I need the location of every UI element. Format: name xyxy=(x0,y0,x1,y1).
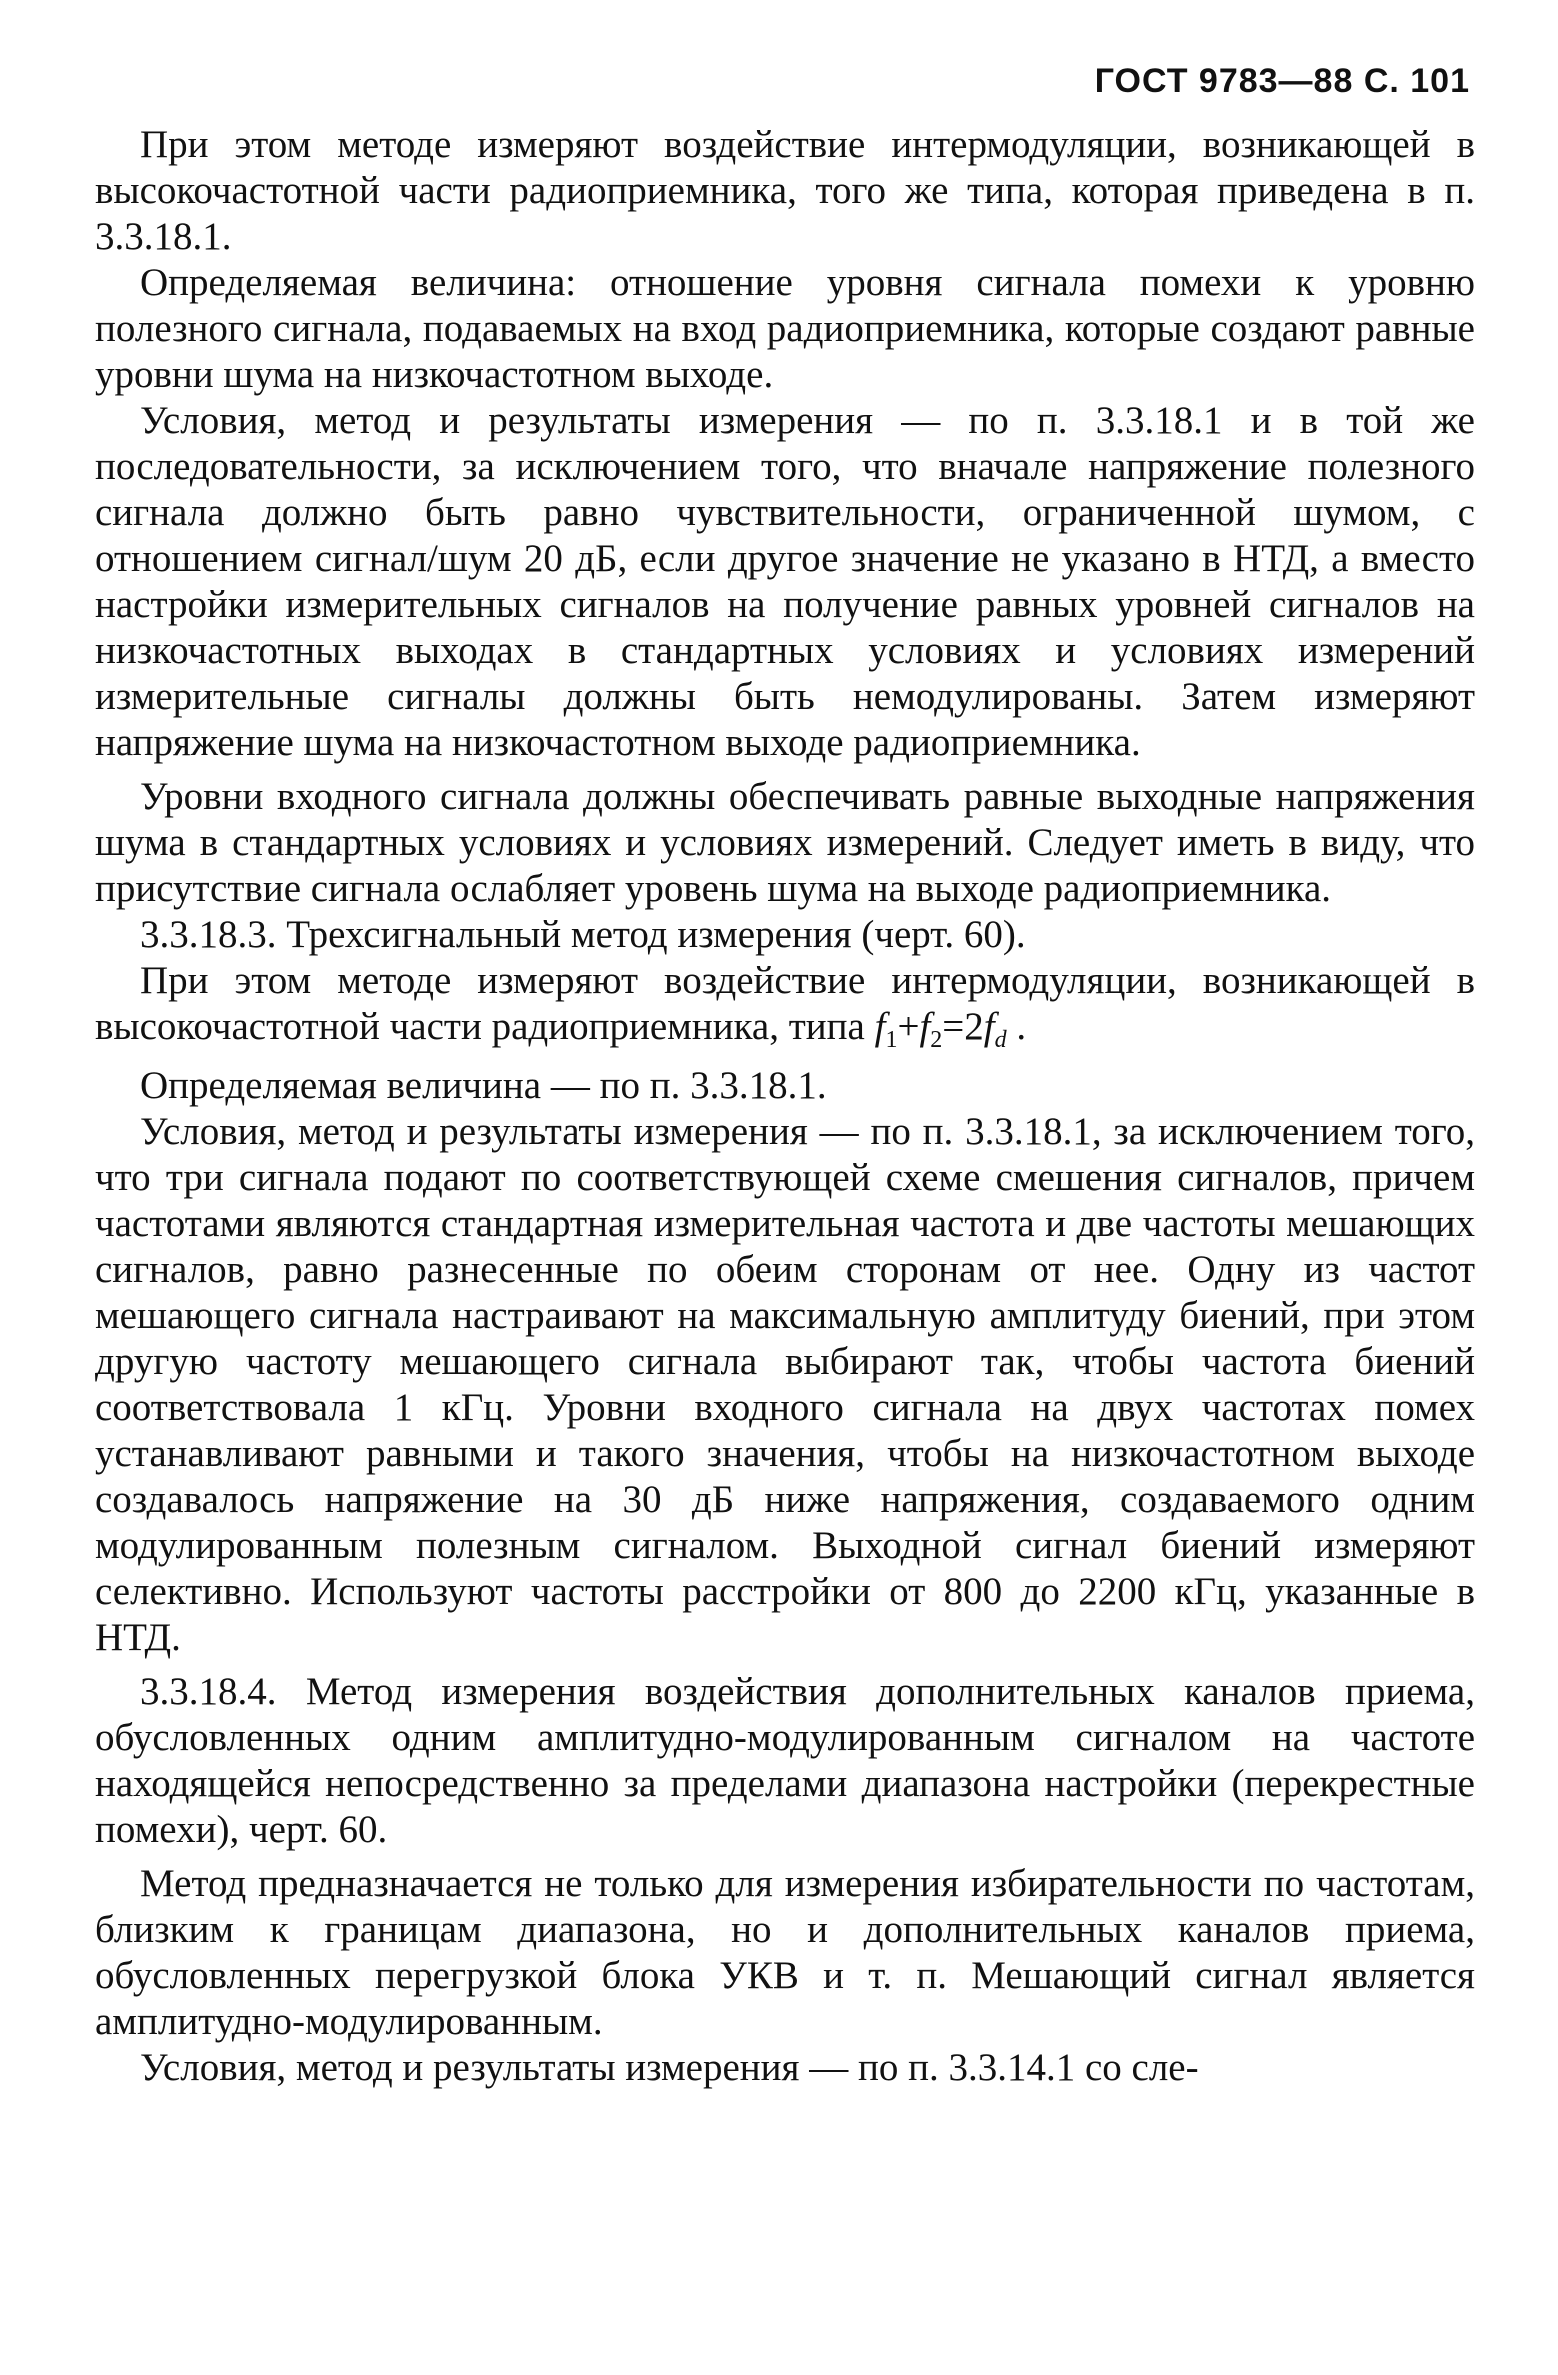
formula-text-after: . xyxy=(1006,1005,1027,1048)
formula-f2: f xyxy=(919,1005,931,1048)
page-header: ГОСТ 9783—88 С. 101 xyxy=(1094,62,1470,100)
formula-f1: f xyxy=(874,1005,886,1048)
formula-eq: =2 xyxy=(942,1005,984,1048)
section-heading-3-3-18-4: 3.3.18.4. Метод измерения воздействия дополнительных каналов приема, обусловленных одним амплитудно-модулированным сигналом на частоте находящейся непосредственно за пределами диапазона настройки (перекрестные помехи), черт. 60. xyxy=(95,1670,1475,1851)
paragraph: Определяемая величина — по п. 3.3.18.1. xyxy=(140,1064,827,1107)
paragraph: Условия, метод и результаты измерения — по п. 3.3.14.1 со сле- xyxy=(140,2046,1199,2089)
formula-fd-sub: d xyxy=(994,1027,1007,1053)
paragraph: Метод предназначается не только для измерения избирательности по частотам, близким к границам диапазона, но и дополнительных каналов приема, обусловленных перегрузкой блока УКВ и т. п. Мешающий сигнал является амплитудно-модулированным. xyxy=(95,1862,1475,2043)
formula-paragraph xyxy=(95,958,1475,1063)
formula-f2-sub: 2 xyxy=(930,1027,943,1053)
formula-text-before: При этом методе измеряют воздействие интермодуляции, возникающей в высокочастотной части радиоприемника, типа xyxy=(95,959,1475,1048)
paragraph: При этом методе измеряют воздействие интермодуляции, возникающей в высокочастотной части радиоприемника, того же типа, которая приведена в п. 3.3.18.1. xyxy=(95,123,1475,258)
paragraph: Условия, метод и результаты измерения — по п. 3.3.18.1 и в той же последовательности, за исключением того, что вначале напряжение полезного сигнала должно быть равно чувствительности, ограниченной шумом, с отношением сигнал/шум 20 дБ, если другое значение не указано в НТД, а вместо настройки измерительных сигналов на получение равных уровней сигналов на низкочастотных выходах в стандартных условиях и условиях измерений измерительные сигналы должны быть немодулированы. Затем измеряют напряжение шума на низкочастотном выходе радиоприемника. xyxy=(95,399,1475,764)
paragraph: Уровни входного сигнала должны обеспечивать равные выходные напряжения шума в стандартных условиях и условиях измерений. Следует иметь в виду, что присутствие сигнала ослабляет уровень шума на выходе радиоприемника. xyxy=(95,775,1475,910)
formula-plus: + xyxy=(897,1005,920,1048)
section-heading-3-3-18-3: 3.3.18.3. Трехсигнальный метод измерения (черт. 60). xyxy=(140,913,1026,956)
paragraph: Определяемая величина: отношение уровня сигнала помехи к уровню полезного сигнала, подаваемых на вход радиоприемника, которые создают равные уровни шума на низкочастотном выходе. xyxy=(95,261,1475,396)
formula-f1-sub: 1 xyxy=(885,1027,898,1053)
document-body xyxy=(95,122,1475,2091)
paragraph: Условия, метод и результаты измерения — по п. 3.3.18.1, за исключением того, что три сигнала подают по соответствующей схеме смешения сигналов, причем частотами являются стандартная измерительная частота и две частоты мешающих сигналов, равно разнесенные по обеим сторонам от нее. Одну из частот мешающего сигнала настраивают на максимальную амплитуду биений, при этом другую частоту мешающего сигнала выбирают так, чтобы частота биений соответствовала 1 кГц. Уровни входного сигнала на двух частотах помех устанавливают равными и такого значения, чтобы на низкочастотном выходе создавалось напряжение на 30 дБ ниже напряжения, создаваемого одним модулированным полезным сигналом. Выходной сигнал биений измеряют селективно. Используют частоты расстройки от 800 до 2200 кГц, указанные в НТД. xyxy=(95,1110,1475,1659)
formula-fd: f xyxy=(983,1005,995,1048)
